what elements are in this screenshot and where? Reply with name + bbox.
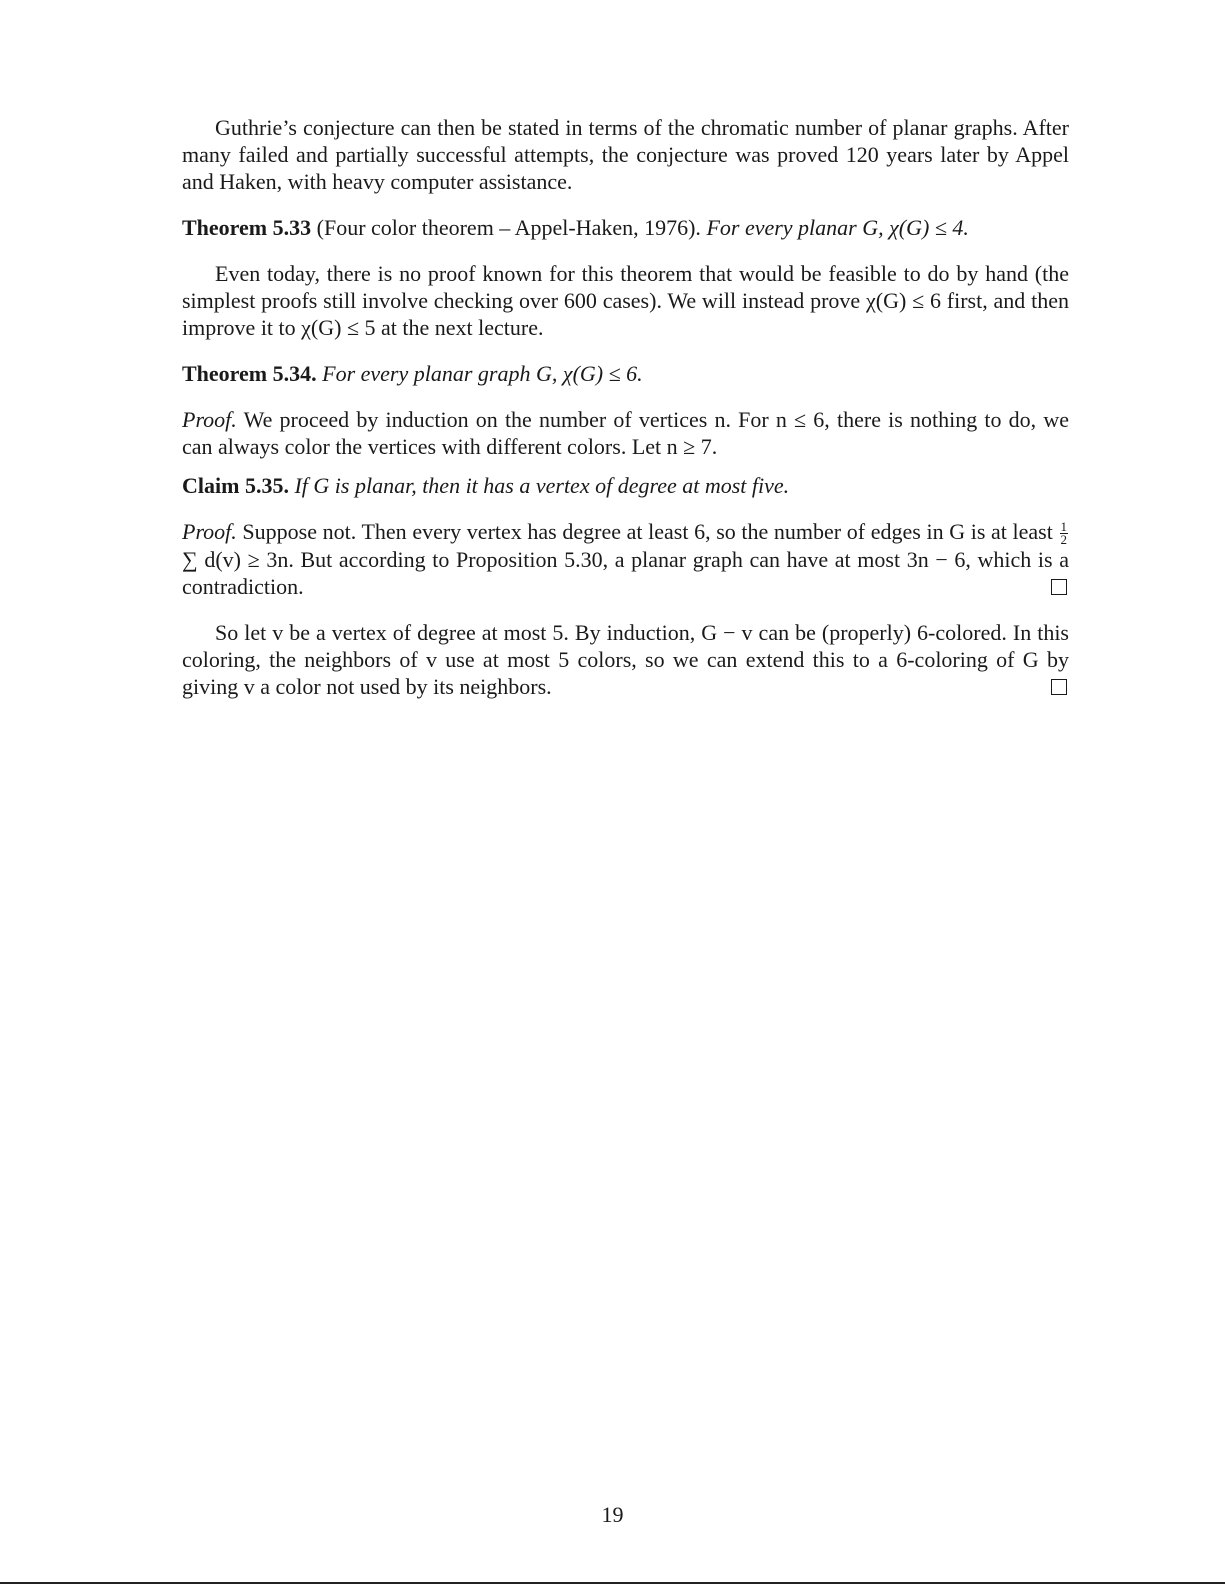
qed-square-icon xyxy=(1051,579,1067,595)
conclusion-text: So let v be a vertex of degree at most 5. By induction, G − v can be (properly) 6-colored. In this coloring, the neighbors of v use at most 5 colors, so we can extend this to a 6-coloring of G by giving v a color not used by its neighbors. xyxy=(182,620,1069,700)
proof-claim xyxy=(182,518,1069,600)
theorem-5-33 xyxy=(182,214,1069,241)
proof-label: Proof. xyxy=(182,407,237,432)
theorem-statement: For every planar G, χ(G) ≤ 4. xyxy=(700,215,969,240)
claim-5-35 xyxy=(182,472,1069,499)
page-number: 19 xyxy=(601,1502,624,1527)
proof-text-part-b: ∑ d(v) ≥ 3n. But according to Proposition 5.30, a planar graph can have at most 3n − 6, which is a contradiction. xyxy=(182,547,1069,600)
theorem-label: Theorem 5.34. xyxy=(182,361,317,386)
qed-square-icon xyxy=(1051,679,1067,695)
theorem-label: Theorem 5.33 xyxy=(182,215,312,240)
paragraph-conclusion xyxy=(182,619,1069,700)
fraction-denominator: 2 xyxy=(1060,532,1067,548)
claim-statement: If G is planar, then it has a vertex of degree at most five. xyxy=(288,473,790,498)
proof-text: We proceed by induction on the number of vertices n. For n ≤ 6, there is nothing to do, we can always color the vertices with different colors. Let n ≥ 7. xyxy=(182,407,1069,459)
paragraph-guthrie-conjecture: Guthrie’s conjecture can then be stated in terms of the chromatic number of planar graphs. After many failed and partially successful attempts, the conjecture was proved 120 years later by Appel and Haken, with heavy computer assistance. xyxy=(182,115,1069,194)
theorem-5-34 xyxy=(182,360,1069,387)
proof-induction xyxy=(182,406,1069,460)
bottom-border xyxy=(0,1582,1225,1584)
theorem-statement: For every planar graph G, χ(G) ≤ 6. xyxy=(316,361,643,386)
fraction-one-half xyxy=(1060,521,1069,546)
proof-label: Proof. xyxy=(182,519,237,544)
page-body xyxy=(182,114,1069,719)
fraction-numerator: 1 xyxy=(1060,519,1067,535)
claim-label: Claim 5.35. xyxy=(182,473,289,498)
theorem-note: (Four color theorem – Appel-Haken, 1976). xyxy=(311,215,701,240)
paragraph-even-today: Even today, there is no proof known for this theorem that would be feasible to do by hand (the simplest proofs still involve checking over 600 cases). We will instead prove χ(G) ≤ 6 first, and then improve it to χ(G) ≤ 5 at the next lecture. xyxy=(182,261,1069,340)
proof-text-part-a: Suppose not. Then every vertex has degree at least 6, so the number of edges in G is at least xyxy=(236,519,1059,544)
